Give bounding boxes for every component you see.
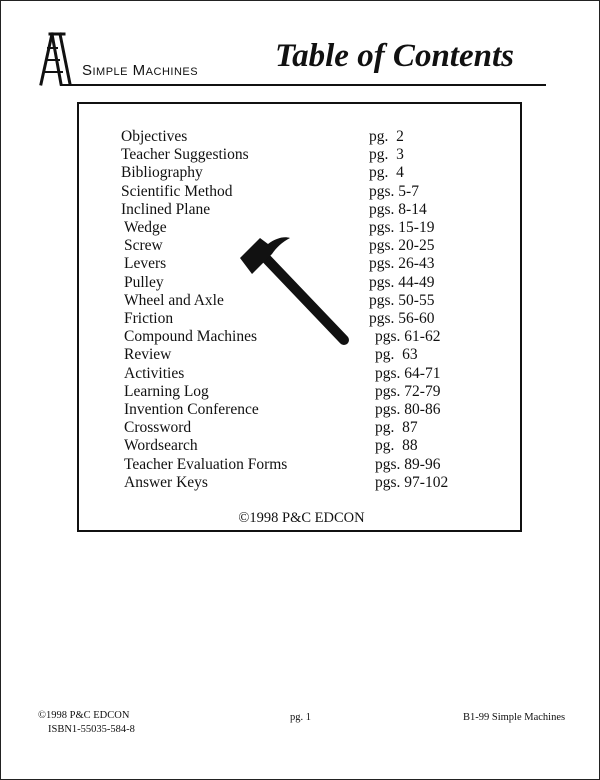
toc-entry-label: Teacher Suggestions (121, 146, 249, 164)
toc-entry-label: Compound Machines (124, 328, 258, 346)
toc-entry (79, 474, 524, 492)
toc-entry (79, 365, 524, 383)
toc-entry-label: Crossword (124, 419, 192, 437)
toc-entry-pages: pgs. 44-49 (369, 273, 435, 291)
logo-text: Simple Machines (82, 62, 199, 79)
ladder-logo-icon (38, 30, 80, 86)
toc-entry (79, 146, 524, 164)
toc-entry-pages: pgs. 15-19 (369, 219, 435, 236)
toc-entry-pages: pgs. 72-79 (375, 382, 441, 400)
footer-product-code: B1-99 Simple Machines (463, 712, 566, 723)
toc-entry-label: Pulley (124, 273, 164, 291)
toc-entry (79, 201, 524, 219)
toc-entry-pages: pgs. 8-14 (369, 200, 427, 218)
toc-entry-pages: pgs. 20-25 (369, 237, 435, 255)
footer-page-number: pg. 1 (290, 712, 311, 723)
footer-copyright: ©1998 P&C EDCON (38, 710, 130, 721)
toc-entry (79, 437, 524, 455)
toc-entry (79, 183, 524, 201)
toc-entry-pages: pgs. 80-86 (375, 401, 441, 418)
toc-entry-pages: pg. 2 (369, 128, 404, 145)
toc-copyright: ©1998 P&C EDCON (238, 510, 365, 526)
toc-entry-label: Wheel and Axle (124, 291, 224, 309)
toc-entry-pages: pgs. 56-60 (369, 310, 435, 327)
toc-entry (79, 164, 524, 182)
toc-entry (79, 128, 524, 146)
toc-entry-pages: pg. 88 (375, 437, 418, 455)
toc-entry-pages: pg. 63 (375, 346, 418, 364)
toc-entry-label: Objectives (121, 128, 188, 145)
footer-isbn: ISBN1-55035-584-8 (48, 724, 135, 735)
header-divider (60, 84, 546, 86)
page-title: Table of Contents (275, 38, 514, 74)
toc-entry-pages: pgs. 5-7 (369, 182, 419, 200)
footer-left (38, 709, 135, 737)
toc-entry (79, 401, 524, 419)
toc-entry (79, 456, 524, 474)
toc-entry-pages: pgs. 26-43 (369, 255, 435, 273)
toc-entry-label: Inclined Plane (121, 200, 211, 218)
toc-entry-pages: pg. 4 (369, 164, 404, 182)
hammer-icon (232, 230, 357, 350)
toc-entry-pages: pg. 3 (369, 146, 404, 164)
toc-entry-label: Wedge (124, 219, 167, 236)
toc-entry-label: Bibliography (121, 164, 203, 182)
toc-entry-label: Invention Conference (124, 401, 259, 418)
toc-entry-pages: pgs. 64-71 (375, 364, 441, 382)
toc-entry-label: Wordsearch (124, 437, 198, 455)
toc-entry-label: Review (124, 346, 172, 364)
toc-entry (79, 383, 524, 401)
toc-entry-label: Learning Log (124, 382, 209, 400)
toc-entry-pages: pgs. 61-62 (375, 328, 441, 346)
toc-entry-label: Scientific Method (121, 182, 233, 200)
toc-entry-label: Answer Keys (124, 473, 208, 491)
toc-entry-pages: pgs. 50-55 (369, 291, 435, 309)
toc-entry (79, 419, 524, 437)
toc-entry-label: Screw (124, 237, 163, 255)
toc-entry-pages: pgs. 97-102 (375, 473, 449, 491)
toc-entry-label: Activities (124, 364, 185, 382)
toc-entry-label: Friction (124, 310, 174, 327)
toc-entry-pages: pg. 87 (375, 419, 418, 437)
toc-entry-label: Levers (124, 255, 167, 273)
toc-entry-label: Teacher Evaluation Forms (124, 455, 288, 473)
table-of-contents-box (77, 102, 522, 532)
toc-entry-pages: pgs. 89-96 (375, 455, 441, 473)
